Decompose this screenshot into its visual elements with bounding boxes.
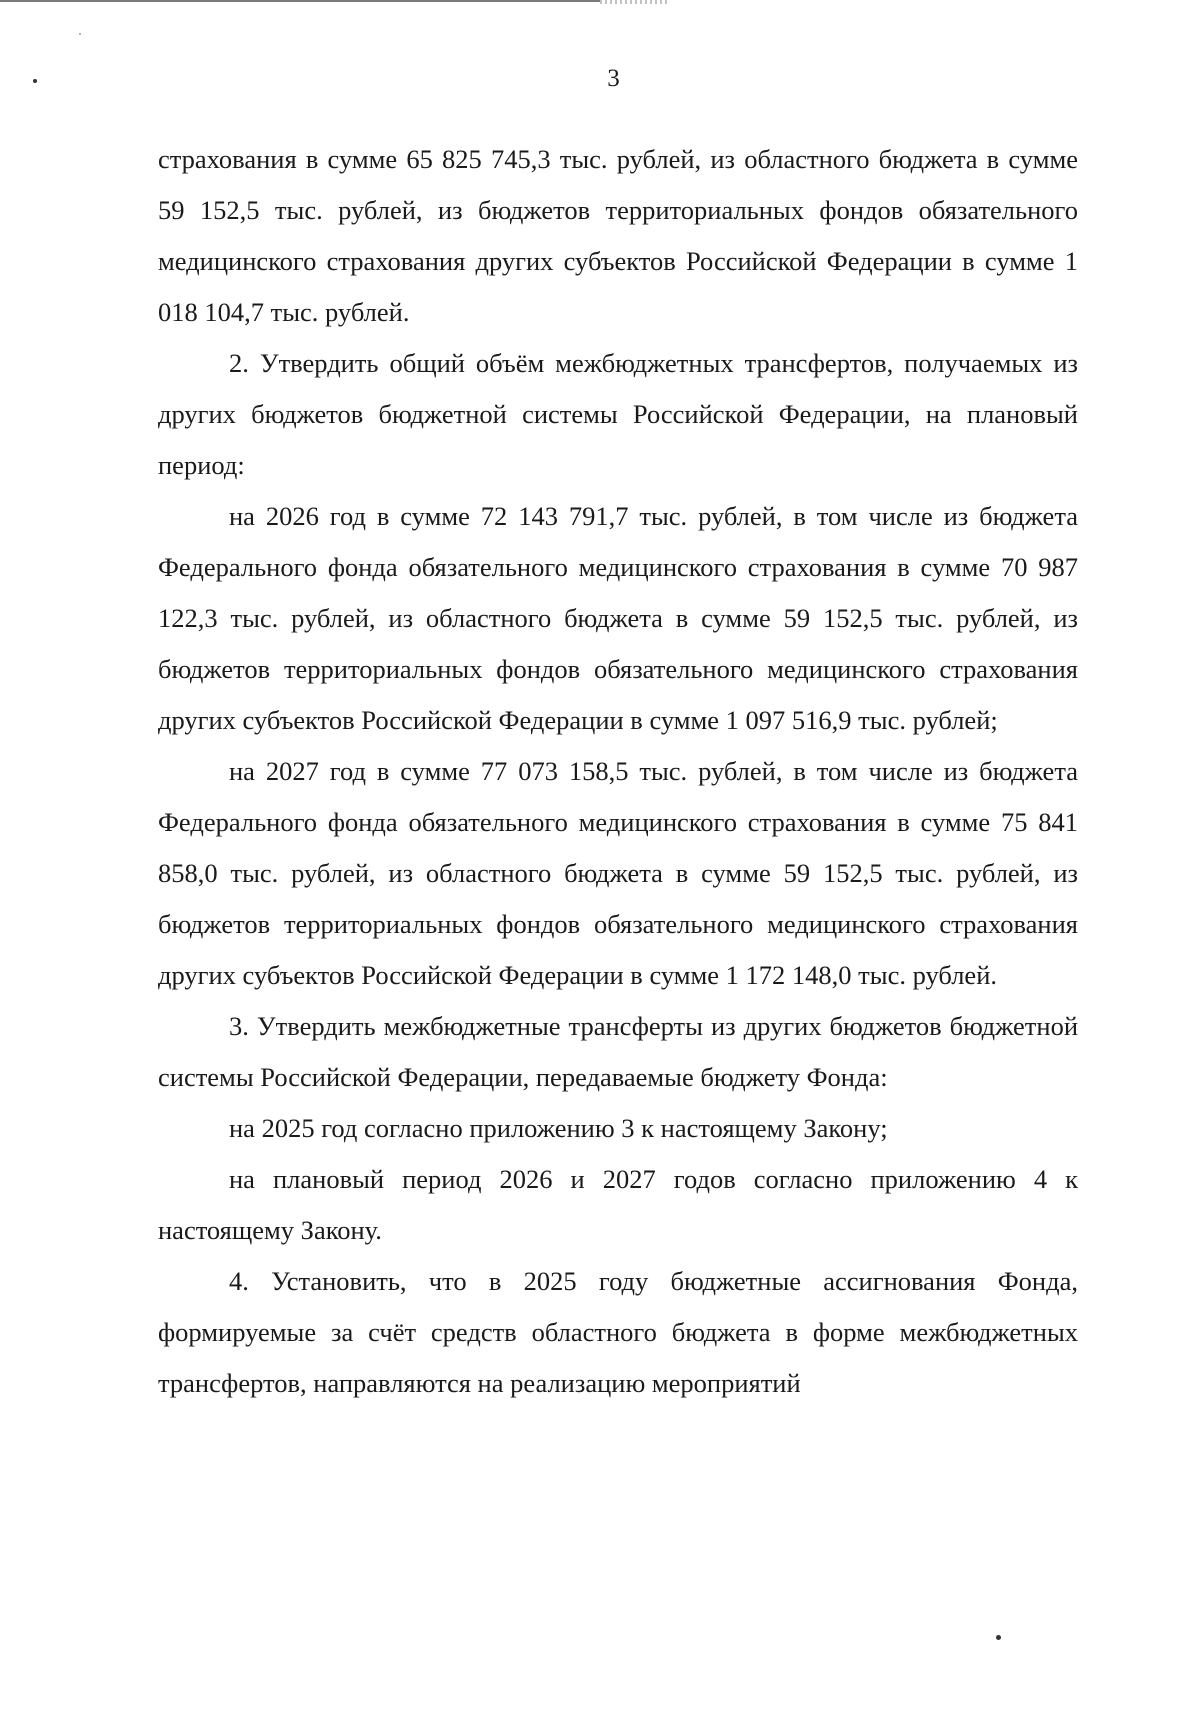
paragraph-2025-appendix: на 2025 год согласно приложению 3 к настоящему Закону; — [229, 1113, 888, 1143]
document-body — [158, 134, 1078, 1409]
paragraph-continuation: страхования в сумме 65 825 745,3 тыс. рублей, из областного бюджета в сумме 59 152,5 тыс. рублей, из бюджетов территориальных фондов обязательного медицинского страхования других субъектов Российской Федерации в сумме 1 018 104,7 тыс. рублей. — [158, 144, 1078, 327]
scan-speck — [79, 33, 81, 35]
paragraph-item-3: 3. Утвердить межбюджетные трансферты из других бюджетов бюджетной системы Российской Федерации, передаваемые бюджету Фонда: — [158, 1011, 1078, 1092]
paragraph-year-2026: на 2026 год в сумме 72 143 791,7 тыс. рублей, в том числе из бюджета Федерального фонда обязательного медицинского страхования в сумме 70 987 122,3 тыс. рублей, из областного бюджета в сумме 59 152,5 тыс. рублей, из бюджетов территориальных фондов обязательного медицинского страхования других субъектов Российской Федерации в сумме 1 097 516,9 тыс. рублей; — [158, 501, 1078, 735]
page-number: 3 — [607, 65, 620, 92]
paragraph-item-2: 2. Утвердить общий объём межбюджетных трансфертов, получаемых из других бюджетов бюджетной системы Российской Федерации, на плановый период: — [158, 348, 1078, 480]
paragraph-planned-period-appendix: на плановый период 2026 и 2027 годов согласно приложению 4 к настоящему Закону. — [158, 1164, 1078, 1245]
scan-top-edge — [0, 0, 600, 2]
paragraph-item-4: 4. Установить, что в 2025 году бюджетные ассигнования Фонда, формируемые за счёт средств областного бюджета в форме межбюджетных трансфертов, направляются на реализацию мероприятий — [158, 1266, 1078, 1398]
scan-top-edge-noise — [600, 0, 670, 4]
paragraph-year-2027: на 2027 год в сумме 77 073 158,5 тыс. рублей, в том числе из бюджета Федерального фонда обязательного медицинского страхования в сумме 75 841 858,0 тыс. рублей, из областного бюджета в сумме 59 152,5 тыс. рублей, из бюджетов территориальных фондов обязательного медицинского страхования других субъектов Российской Федерации в сумме 1 172 148,0 тыс. рублей. — [158, 756, 1078, 990]
scan-speck — [996, 1635, 1001, 1640]
